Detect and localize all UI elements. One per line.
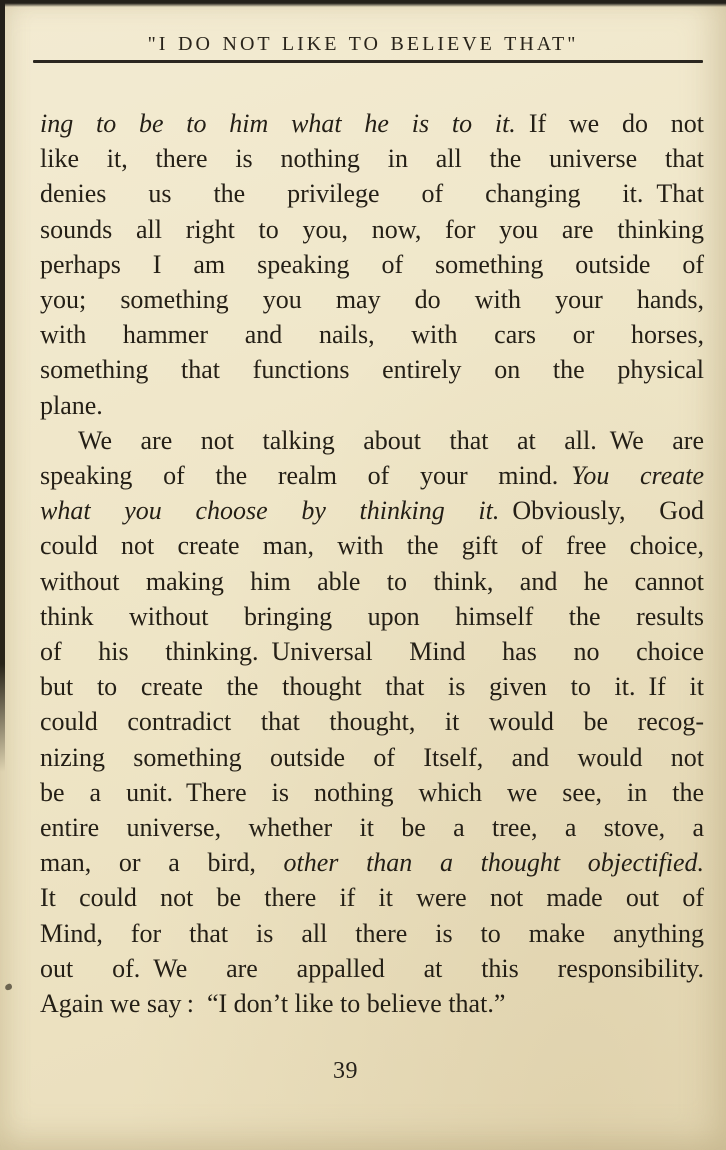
text-segment: denies us the privilege of changing it. That (40, 179, 704, 209)
text-segment: We are not talking about that at all. We are (78, 425, 704, 455)
text-segment: Again we say : “I don’t like to believe that.” (40, 989, 506, 1019)
text-line (40, 986, 704, 1021)
text-line (40, 880, 704, 915)
text-line (40, 599, 704, 634)
scan-edge-top (0, 0, 726, 7)
body-text (40, 106, 704, 1021)
text-line (40, 704, 704, 739)
text-line (40, 458, 704, 493)
text-line (40, 810, 704, 845)
text-segment: with hammer and nails, with cars or horses, (40, 320, 704, 350)
text-segment: It could not be there if it were not made out of (40, 883, 704, 913)
italic-text-segment: You create (571, 461, 704, 491)
text-line (40, 916, 704, 951)
text-segment: could not create man, with the gift of free choice, (40, 531, 704, 561)
text-line (40, 493, 704, 528)
text-segment: entire universe, whether it be a tree, a stove, a (40, 813, 704, 843)
text-segment: could contradict that thought, it would be recog- (40, 707, 704, 737)
header-rule (33, 60, 703, 63)
text-segment: speaking of the realm of your mind. (40, 461, 572, 491)
text-line (40, 423, 704, 458)
text-segment: be a unit. There is nothing which we see, in the (40, 777, 704, 807)
text-segment: nizing something outside of Itself, and would not (40, 742, 704, 772)
text-line (40, 845, 704, 880)
text-line (40, 528, 704, 563)
text-line (40, 352, 704, 387)
paragraph (40, 106, 704, 423)
text-line (40, 317, 704, 352)
text-line (40, 212, 704, 247)
text-line (40, 247, 704, 282)
text-line (40, 775, 704, 810)
text-line (40, 740, 704, 775)
text-segment: something that functions entirely on the physical (40, 355, 704, 385)
text-segment: sounds all right to you, now, for you are thinking (40, 214, 704, 244)
text-segment: perhaps I am speaking of something outside of (40, 249, 704, 279)
text-line (40, 669, 704, 704)
page-number: 39 (333, 1058, 358, 1084)
paragraph (40, 423, 704, 1021)
text-segment: you; something you may do with your hands, (40, 285, 704, 315)
text-segment: Mind, for that is all there is to make anything (40, 918, 704, 948)
text-line (40, 388, 704, 423)
text-line (40, 564, 704, 599)
text-segment: of his thinking. Universal Mind has no choice (40, 637, 704, 667)
scan-speck (4, 983, 13, 991)
text-line (40, 951, 704, 986)
italic-text-segment: ing to be to him what he is to it. (40, 109, 516, 138)
running-head: "I DO NOT LIKE TO BELIEVE THAT" (147, 33, 579, 55)
italic-text-segment: other than a thought objectified. (283, 848, 705, 878)
text-line (40, 106, 704, 141)
text-segment: out of. We are appalled at this responsibility. (40, 953, 704, 983)
text-line (40, 141, 704, 176)
text-line (40, 176, 704, 211)
text-line (40, 634, 704, 669)
text-segment: plane. (40, 390, 103, 420)
text-segment: If we do not (515, 109, 704, 138)
text-segment: man, or a bird, (40, 848, 284, 878)
text-segment: like it, there is nothing in all the universe that (40, 144, 704, 174)
text-segment: but to create the thought that is given to it. If it (40, 672, 704, 702)
text-segment: without making him able to think, and he cannot (40, 566, 704, 596)
text-segment: think without bringing upon himself the results (40, 601, 704, 631)
scan-edge-left (0, 0, 5, 772)
text-line (40, 282, 704, 317)
italic-text-segment: what you choose by thinking it. (40, 496, 500, 526)
text-segment: Obviously, God (499, 496, 704, 526)
